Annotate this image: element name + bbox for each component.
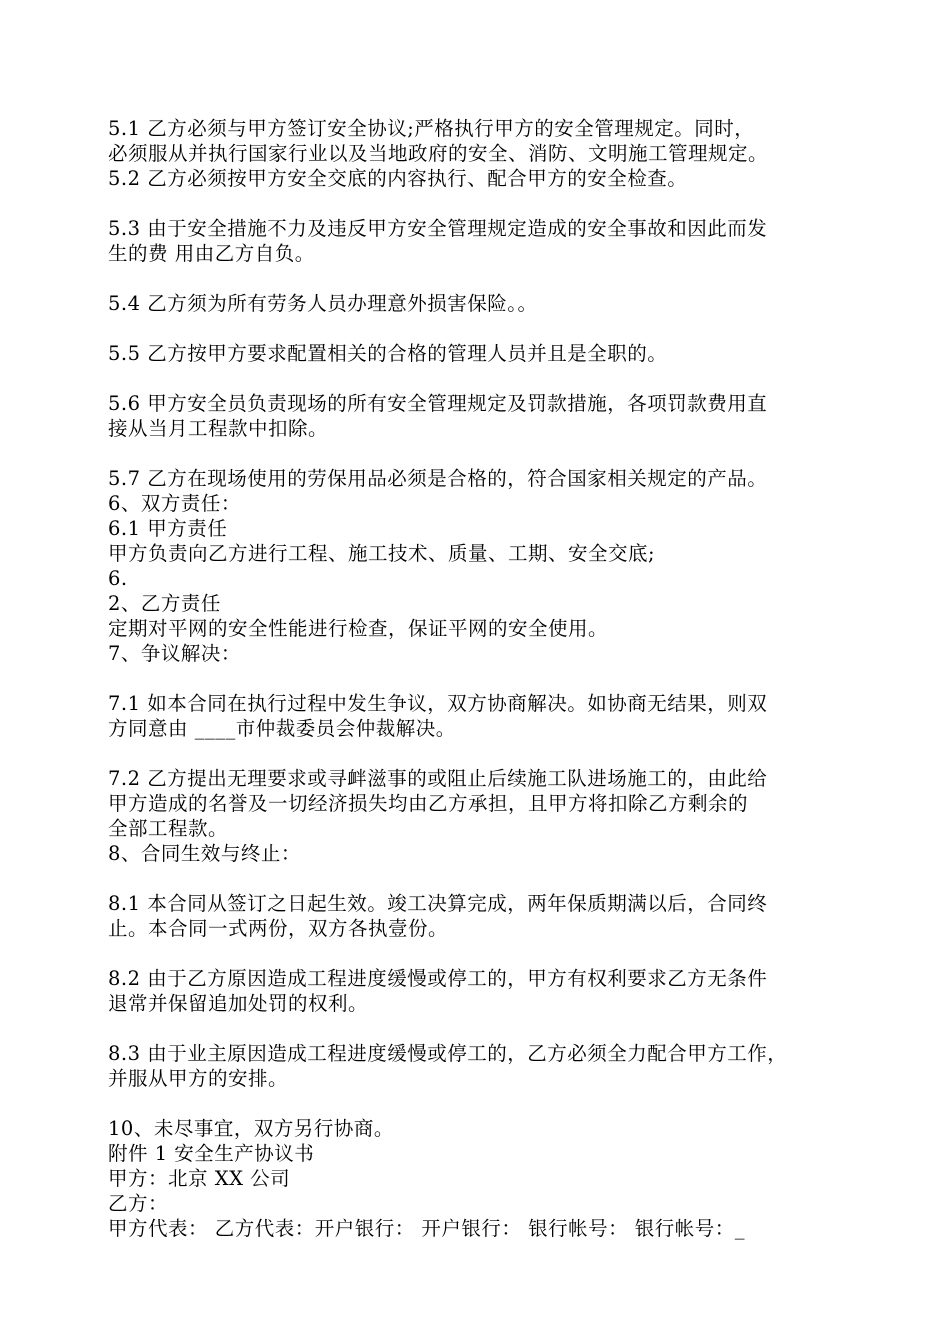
text-line: 5.3 由于安全措施不力及违反甲方安全管理规定造成的安全事故和因此而发 [108, 217, 768, 240]
party-a-line: 甲方：北京 XX 公司 [108, 1167, 291, 1190]
party-b-line: 乙方： [108, 1192, 169, 1215]
text-line: 必须服从并执行国家行业以及当地政府的安全、消防、文明施工管理规定。 [108, 142, 769, 165]
section-heading: 8、合同生效与终止： [108, 842, 301, 865]
subsection-heading: 2、乙方责任 [108, 592, 221, 615]
blank-line [108, 866, 848, 891]
section-heading: 6、双方责任： [108, 492, 241, 515]
text-line: 生的费 用由乙方自负。 [108, 242, 315, 265]
section-heading: 7、争议解决： [108, 642, 241, 665]
blank-line [108, 1016, 848, 1041]
subsection-heading: 6.1 甲方责任 [108, 517, 228, 540]
text-line: 5.4 乙方须为所有劳务人员办理意外损害保险。。 [108, 292, 538, 315]
text-line: 并服从甲方的安排。 [108, 1067, 289, 1090]
text-line: 5.6 甲方安全员负责现场的所有安全管理规定及罚款措施，各项罚款费用直 [108, 392, 768, 415]
blank-line [108, 191, 848, 216]
text-line: 5.2 乙方必须按甲方安全交底的内容执行、配合甲方的安全检查。 [108, 167, 688, 190]
text-line: 甲方负责向乙方进行工程、施工技术、质量、工期、安全交底; [108, 542, 656, 565]
text-line: 6. [108, 567, 128, 590]
text-line: 5.7 乙方在现场使用的劳保用品必须是合格的，符合国家相关规定的产品。 [108, 467, 768, 490]
blank-line [108, 666, 848, 691]
blank-line [108, 741, 848, 766]
text-line: 7.2 乙方提出无理要求或寻衅滋事的或阻止后续施工队进场施工的，由此给 [108, 767, 768, 790]
document-body [108, 116, 848, 1241]
text-line: 7.1 如本合同在执行过程中发生争议，双方协商解决。如协商无结果，则双 [108, 692, 768, 715]
blank-line [108, 441, 848, 466]
blank-line [108, 941, 848, 966]
text-line: 止。本合同一式两份，双方各执壹份。 [108, 917, 449, 940]
text-line: 5.5 乙方按甲方要求配置相关的合格的管理人员并且是全职的。 [108, 342, 668, 365]
text-line: 8.1 本合同从签订之日起生效。竣工决算完成，两年保质期满以后，合同终 [108, 892, 768, 915]
text-line: 接从当月工程款中扣除。 [108, 417, 329, 440]
blank-line [108, 1091, 848, 1116]
signature-fields-line: 甲方代表： 乙方代表：开户银行： 开户银行： 银行帐号： 银行帐号：_ [108, 1217, 746, 1240]
section-heading: 10、未尽事宜，双方另行协商。 [108, 1117, 394, 1140]
blank-line [108, 316, 848, 341]
text-line: 方同意由 ____市仲裁委员会仲裁解决。 [108, 717, 456, 740]
text-line: 8.2 由于乙方原因造成工程进度缓慢或停工的，甲方有权利要求乙方无条件 [108, 967, 768, 990]
text-line: 甲方造成的名誉及一切经济损失均由乙方承担，且甲方将扣除乙方剩余的 [108, 792, 749, 815]
text-line: 全部工程款。 [108, 817, 229, 840]
blank-line [108, 266, 848, 291]
text-line: 定期对平网的安全性能进行检查，保证平网的安全使用。 [108, 617, 609, 640]
blank-line [108, 366, 848, 391]
text-line: 5.1 乙方必须与甲方签订安全协议;严格执行甲方的安全管理规定。同时， [108, 117, 755, 140]
attachment-title: 附件 1 安全生产协议书 [108, 1142, 315, 1165]
text-line: 退常并保留追加处罚的权利。 [108, 992, 369, 1015]
text-line: 8.3 由于业主原因造成工程进度缓慢或停工的，乙方必须全力配合甲方工作， [108, 1042, 788, 1065]
